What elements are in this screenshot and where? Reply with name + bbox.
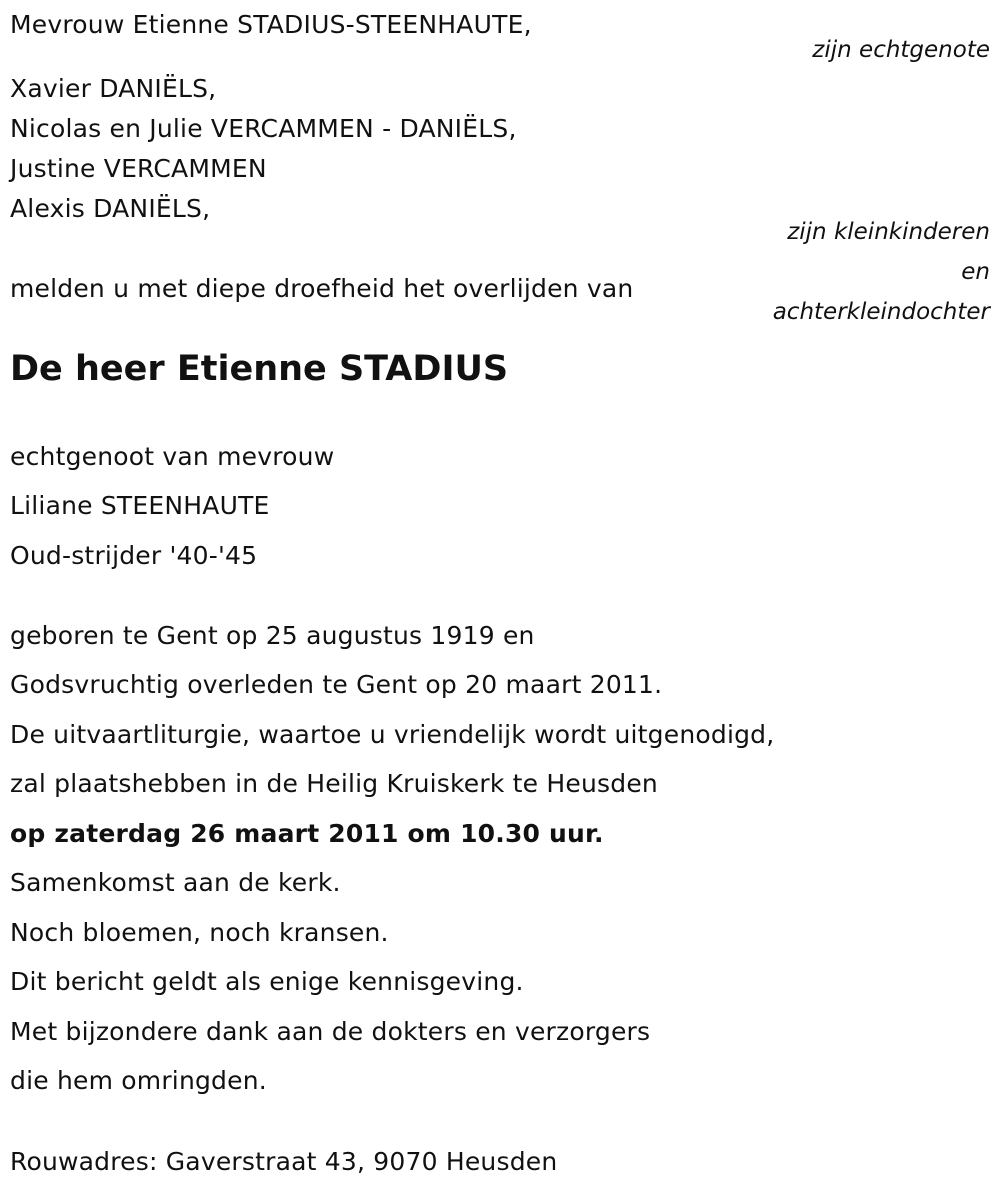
body-after-5: die hem omringden.	[10, 1066, 267, 1095]
grandchild-4: Alexis DANIËLS,	[10, 194, 211, 223]
spouse-role: zijn echtgenote	[812, 37, 990, 63]
grandchild-3: Justine VERCAMMEN	[10, 154, 267, 183]
funeral-date: op zaterdag 26 maart 2011 om 10.30 uur.	[10, 819, 604, 848]
grandchildren-role-2: en	[961, 259, 990, 285]
deceased-detail-3: Oud-strijder '40-'45	[10, 541, 258, 570]
body-after-2: Noch bloemen, noch kransen.	[10, 918, 389, 947]
body-after-3: Dit bericht geldt als enige kennisgeving.	[10, 967, 524, 996]
grandchild-1: Xavier DANIËLS,	[10, 74, 217, 103]
grandchild-2: Nicolas en Julie VERCAMMEN - DANIËLS,	[10, 114, 517, 143]
grandchildren-role-1: zijn kleinkinderen	[787, 219, 990, 245]
announcement: melden u met diepe droefheid het overlijden van	[10, 274, 634, 303]
body-line-1: geboren te Gent op 25 augustus 1919 en	[10, 621, 535, 650]
deceased-name: De heer Etienne STADIUS	[10, 349, 509, 389]
body-line-2: Godsvruchtig overleden te Gent op 20 maart 2011.	[10, 670, 663, 699]
body-after-1: Samenkomst aan de kerk.	[10, 868, 341, 897]
body-after-4: Met bijzondere dank aan de dokters en verzorgers	[10, 1017, 651, 1046]
deceased-detail-1: echtgenoot van mevrouw	[10, 442, 335, 471]
body-line-3: De uitvaartliturgie, waartoe u vriendelijk wordt uitgenodigd,	[10, 720, 775, 749]
deceased-detail-2: Liliane STEENHAUTE	[10, 491, 270, 520]
grandchildren-role-3: achterkleindochter	[772, 299, 990, 325]
body-line-4: zal plaatshebben in de Heilig Kruiskerk te Heusden	[10, 769, 658, 798]
spouse-name: Mevrouw Etienne STADIUS-STEENHAUTE,	[10, 10, 532, 39]
mourning-address: Rouwadres: Gaverstraat 43, 9070 Heusden	[10, 1147, 558, 1176]
